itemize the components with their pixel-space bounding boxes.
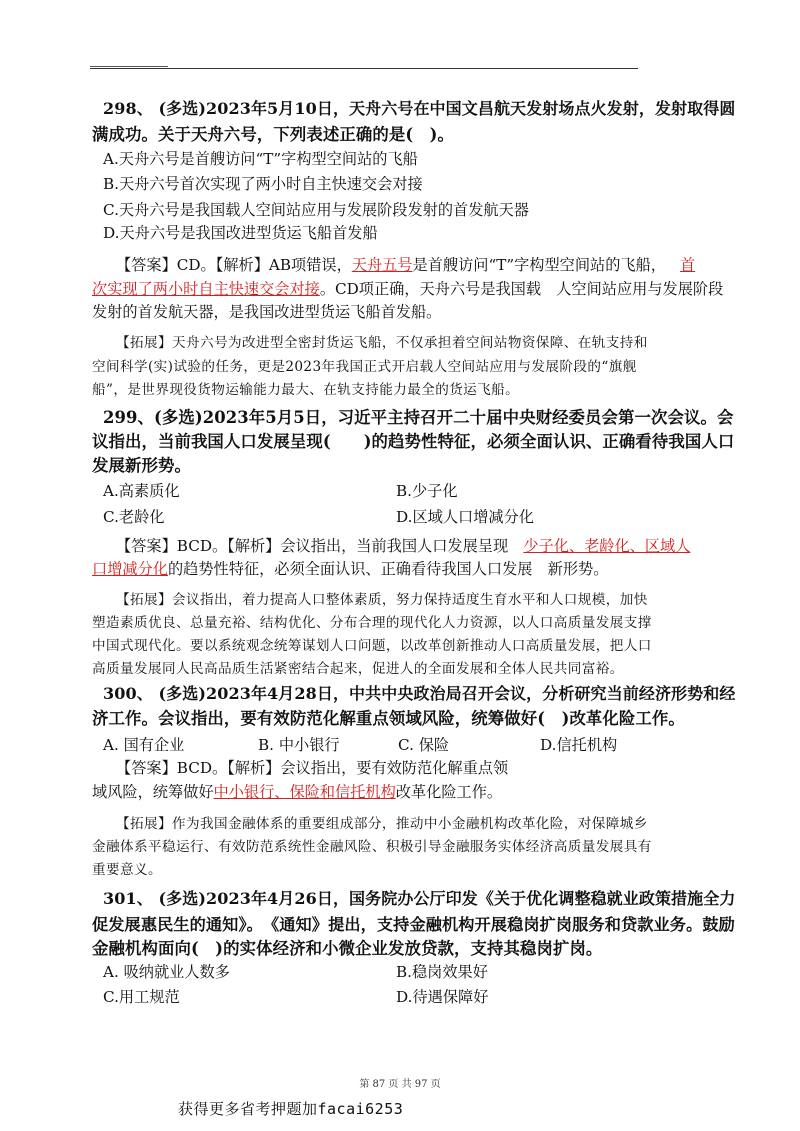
q298-extension-line3: 船”，是世界现役货物运输能力最大、在轨支持能力最全的货运飞船。 [92, 382, 520, 398]
q300-option-d: D.信托机构 [540, 736, 618, 754]
q299-extension-line1: 【拓展】会议指出，着力提高人口整体素质，努力保持适度生育水平和人口规模，加快 [116, 592, 648, 608]
q298-answer-text: 【答案】CD。【解析】AB项错误， [116, 256, 352, 274]
q301-option-d: D.待遇保障好 [396, 988, 489, 1006]
q300-answer-line1: 【答案】BCD。【解析】会议指出，要有效防范化解重点领 [116, 759, 509, 777]
page-number: 第 87 页 共 97 页 [359, 1079, 441, 1090]
q299-extension-line2: 塑造素质优良、总量充裕、结构优化、分布合理的现代化人力资源，以人口高质量发展支撑 [92, 615, 652, 631]
q298-answer-text-c: 。CD项正确，天舟六号是我国载 人空间站应用与发展阶段 [319, 280, 724, 298]
header-rule-accent [90, 66, 168, 67]
q298-extension-line1: 【拓展】天舟六号为改进型全密封货运飞船，不仅承担着空间站物资保障、在轨支持和 [116, 335, 648, 351]
q299-stem-line2: 议指出，当前我国人口发展呈现( )的趋势性特征，必须全面认识、正确看待我国人口 [92, 432, 735, 451]
q300-extension-line1: 【拓展】作为我国金融体系的重要组成部分，推动中小金融机构改革化险，对保障城乡 [116, 816, 648, 832]
q301-stem-line1: 301、 (多选)2023年4月26日，国务院办公厅印发《关于优化调整稳就业政策措施全力 [103, 889, 736, 908]
q300-stem-line2: 济工作。会议指出，要有效防范化解重点领域风险，统筹做好( )改革化险工作。 [92, 709, 685, 728]
header-rule [90, 68, 638, 69]
q299-answer-text-b: 的趋势性特征，必须全面认识、正确看待我国人口发展 新形势。 [167, 560, 609, 578]
q299-stem-line1: 299、(多选)2023年5月5日，习近平主持召开二十届中央财经委员会第一次会议。会 [103, 408, 734, 427]
q299-extension-line4: 高质量发展同人民高品质生活紧密结合起来，促进人的全面发展和全体人民共同富裕。 [92, 661, 624, 677]
q300-extension-line3: 重要意义。 [92, 862, 162, 878]
q298-option-d: D.天舟六号是我国改进型货运飞船首发船 [103, 224, 378, 242]
q301-stem-line2: 促发展惠民生的通知》。 《通知》提出，支持金融机构开展稳岗扩岗服务和贷款业务。鼓励 [92, 915, 735, 934]
q299-answer-highlight: 少子化、老龄化、区域人 [523, 537, 691, 555]
q298-stem-line2: 满成功。关于天舟六号，下列表述正确的是( )。 [92, 125, 455, 144]
q298-answer-text-b: 是首艘访问“T”字构型空间站的飞船， [412, 256, 666, 274]
q298-option-a: A.天舟六号是首艘访问“T”字构型空间站的飞船 [103, 150, 418, 168]
q299-option-a: A.高素质化 [103, 482, 180, 500]
q301-option-a: A. 吸纳就业人数多 [103, 963, 230, 981]
q299-option-d: D.区域人口增减分化 [396, 508, 534, 526]
q301-option-c: C.用工规范 [103, 988, 180, 1006]
q300-option-b: B. 中小银行 [258, 736, 340, 754]
q300-stem-line1: 300、 (多选)2023年4月28日，中共中央政治局召开会议，分析研究当前经济形势和经 [103, 684, 736, 703]
q300-extension-line2: 金融体系平稳运行、有效防范系统性金融风险、积极引导金融服务实体经济高质量发展具有 [92, 839, 652, 855]
q299-extension-line3: 中国式现代化。要以系统观念统筹谋划人口问题，以改革创新推动人口高质量发展，把人口 [92, 638, 652, 654]
q300-answer-line2 [92, 781, 502, 802]
q298-option-b: B.天舟六号首次实现了两小时自主快速交会对接 [103, 175, 423, 193]
q300-answer-text-b: 改革化险工作。 [395, 783, 503, 801]
q300-option-c: C. 保险 [398, 736, 450, 754]
q301-stem-line3: 金融机构面向( )的实体经济和小微企业发放贷款，支持其稳岗扩岗。 [92, 939, 603, 958]
q300-answer-text: 域风险，统筹做好 [92, 783, 214, 801]
q298-answer-line3: 发射的首发航天器，是我国改进型货运飞船首发船。 [92, 303, 442, 321]
q299-option-c: C.老龄化 [103, 508, 165, 526]
q298-answer-line1 [116, 254, 695, 275]
q300-option-a: A. 国有企业 [103, 736, 185, 754]
q299-answer-highlight-2: 口增减分化 [92, 560, 168, 578]
q298-answer-highlight: 天舟五号 [351, 256, 413, 274]
q299-stem-line3: 发展新形势。 [92, 456, 191, 475]
q298-answer-highlight-2: 首 [680, 256, 696, 274]
q299-answer-line1 [116, 535, 690, 556]
q298-stem-line1: 298、 (多选)2023年5月10日，天舟六号在中国文昌航天发射场点火发射，发射取得圆 [103, 99, 736, 118]
promo-text: 获得更多省考押题加facai6253 [178, 1100, 404, 1118]
q299-answer-line2 [92, 558, 608, 579]
q300-answer-highlight: 中小银行、保险和信托机构 [213, 783, 396, 801]
q301-option-b: B.稳岗效果好 [396, 963, 488, 981]
q298-answer-line2 [92, 278, 723, 299]
q299-option-b: B.少子化 [396, 482, 458, 500]
q298-extension-line2: 空间科学(实)试验的任务，更是2023年我国正式开启载人空间站应用与发展阶段的“旗舰 [92, 359, 637, 375]
q299-answer-text: 【答案】BCD。【解析】会议指出，当前我国人口发展呈现 [116, 537, 524, 555]
q298-option-c: C.天舟六号是我国载人空间站应用与发展阶段发射的首发航天器 [103, 201, 529, 219]
q298-answer-highlight-3: 次实现了两小时自主快速交会对接 [92, 280, 320, 298]
